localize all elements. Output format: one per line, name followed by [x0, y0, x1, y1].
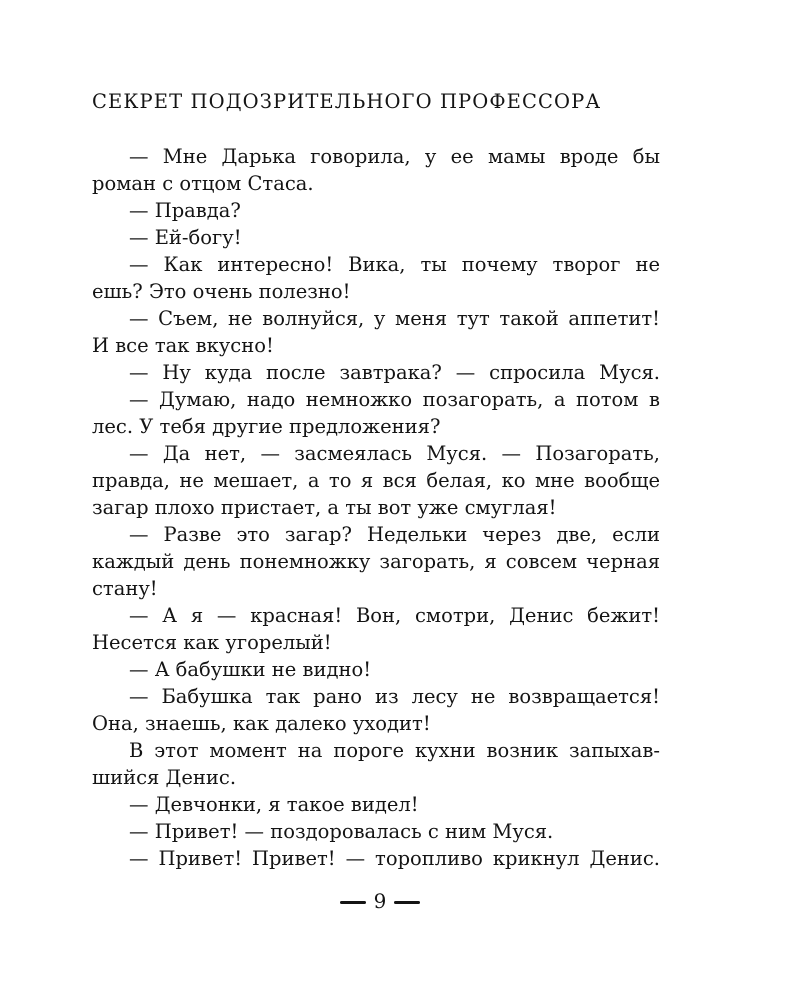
text-line: лес. У тебя другие предложения? — [92, 415, 441, 438]
text-line: — Ей-богу! — [129, 226, 242, 249]
text-line: — А бабушки не видно! — [129, 658, 372, 681]
text-line: — Правда? — [129, 199, 241, 222]
text-line: шийся Денис. — [92, 766, 237, 789]
text-line: — Как интересно! Вика, ты почему творог не — [129, 253, 660, 276]
text-line: роман с отцом Стаса. — [92, 172, 314, 195]
text-line: ешь? Это очень полезно! — [92, 280, 351, 303]
folio-dash-left — [340, 901, 366, 904]
page-number: 9 — [373, 889, 387, 913]
text-line: — Разве это загар? Недельки через две, если — [129, 523, 660, 546]
text-line: — Девчонки, я такое видел! — [129, 793, 419, 816]
body-text — [92, 143, 660, 872]
text-line: — Привет! Привет! — торопливо крикнул Денис. — [129, 847, 660, 870]
text-line: — Ну куда после завтрака? — спросила Муся. — [129, 361, 660, 384]
text-line: правда, не мешает, а то я вся белая, ко мне вообще — [92, 469, 660, 492]
text-line: стану! — [92, 577, 158, 600]
text-line: В этот момент на пороге кухни возник запыхав- — [129, 739, 660, 762]
text-line: — Съем, не волнуйся, у меня тут такой аппетит! — [129, 307, 660, 330]
text-line: — Думаю, надо немножко позагорать, а потом в — [129, 388, 660, 411]
text-line: — Мне Дарька говорила, у ее мамы вроде бы — [129, 145, 660, 168]
running-head: СЕКРЕТ ПОДОЗРИТЕЛЬНОГО ПРОФЕССОРА — [92, 90, 602, 113]
text-line: — Да нет, — засмеялась Муся. — Позагорать, — [129, 442, 660, 465]
text-line: И все так вкусно! — [92, 334, 274, 357]
folio-dash-right — [394, 901, 420, 904]
text-line: — А я — красная! Вон, смотри, Денис бежит! — [129, 604, 660, 627]
text-line: загар плохо пристает, а ты вот уже смуглая! — [92, 496, 557, 519]
text-line: — Бабушка так рано из лесу не возвращается! — [129, 685, 660, 708]
text-line: Она, знаешь, как далеко уходит! — [92, 712, 431, 735]
page-folio — [0, 888, 760, 914]
text-line: каждый день понемножку загорать, я совсем черная — [92, 550, 660, 573]
text-line: Несется как угорелый! — [92, 631, 332, 654]
text-line: — Привет! — поздоровалась с ним Муся. — [129, 820, 554, 843]
